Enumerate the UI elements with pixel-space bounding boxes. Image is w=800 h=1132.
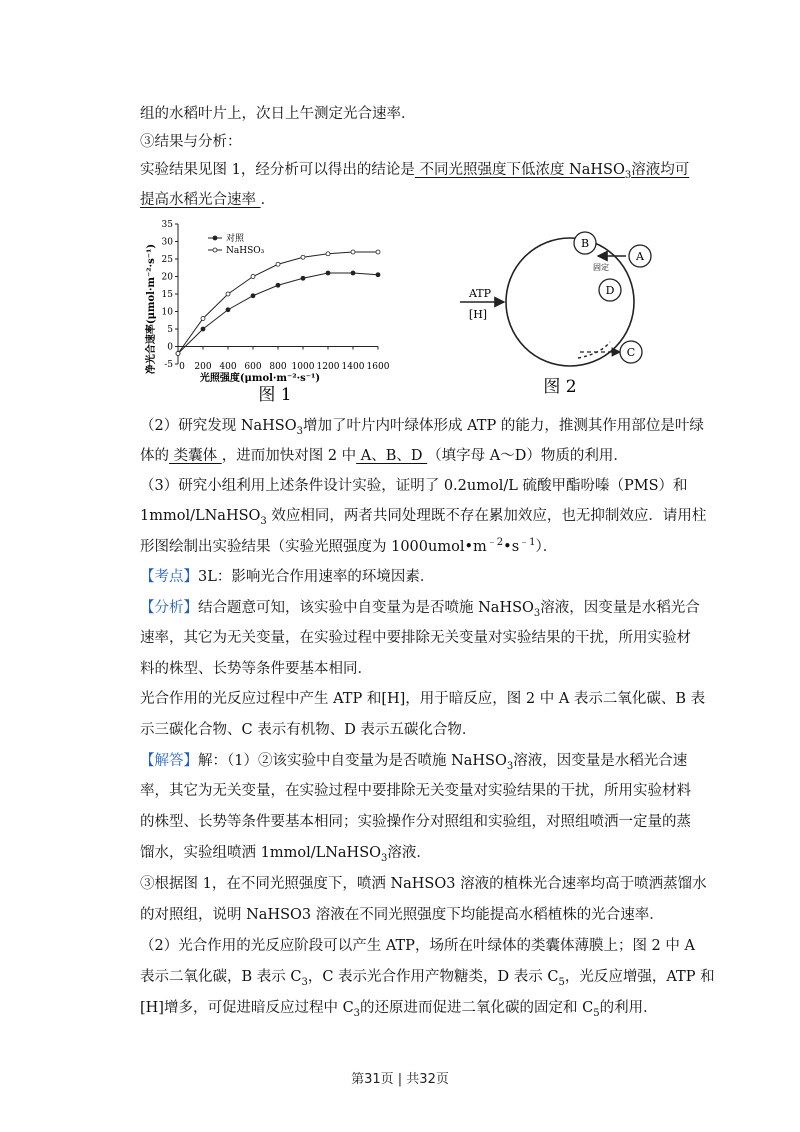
chart-point xyxy=(351,271,355,275)
chart-y-tick-label: 10 xyxy=(161,307,173,318)
chart-point xyxy=(226,292,230,296)
text-line-24: [H]增多，可促进暗反应过程中 $C_3$的还原进而促进二氧化碳的固定和 $C_5$的利用． xyxy=(140,1000,658,1019)
chart-x-tick-label: 600 xyxy=(244,362,262,372)
text-line-3: 实验结果见图 1，经分析可以得出的结论是 不同光照强度下低浓度 NaHSO$_3$溶液均可 xyxy=(140,162,690,181)
chart-x-tick-label: 800 xyxy=(269,362,287,372)
chart-y-tick-label: 0 xyxy=(167,342,173,353)
tag-fenxi: 【分析】 xyxy=(140,600,198,616)
cycle-circle xyxy=(506,238,634,366)
text-line-2: ③结果与分析： xyxy=(140,134,242,150)
chart-x-tick-label: 0 xyxy=(179,362,185,372)
chart-caption: 图 1 xyxy=(258,385,292,404)
chart-point xyxy=(226,308,230,312)
text-line-13: 料的株型、长势等条件要基本相同． xyxy=(140,661,372,677)
chart-y-tick-label: 25 xyxy=(161,255,173,265)
label-h: [H] xyxy=(468,308,488,321)
chart-series-line xyxy=(178,252,378,354)
text-line-15: 示三碳化合物、C 表示有机物、D 表示五碳化合物． xyxy=(140,722,477,738)
chart-x-tick-label: 200 xyxy=(194,362,212,372)
legend-label: NaHSO₃ xyxy=(226,246,265,256)
label-atp: ATP xyxy=(468,287,492,300)
svg-text:D: D xyxy=(605,284,615,297)
chart-y-tick-label: 5 xyxy=(167,325,173,335)
chart-y-tick-label: 35 xyxy=(161,220,173,230)
text-line-6: 体的 类囊体 ，进而加快对图 2 中 A、B、D （填字母 A～D）物质的利用． xyxy=(140,448,628,464)
chart-x-tick-label: 1400 xyxy=(341,362,365,372)
answer-abd: A、B、D xyxy=(356,448,428,464)
chart-point xyxy=(176,352,180,356)
text-line-19: 馏水，实验组喷洒 1mmol/LNaHSO$_3$溶液． xyxy=(140,845,431,864)
text-line-17: 率，其它为无关变量，在实验过程中要排除无关变量对实验结果的干扰，所用实验材料 xyxy=(140,783,691,799)
text-line-16: 【解答】解：（1）②该实验中自变量为是否喷施 NaHSO$_3$溶液，因变量是水稻光合速 xyxy=(140,753,688,772)
chart-x-tick-label: 1200 xyxy=(316,362,340,372)
answer-conclusion-cont: 提高水稻光合速率 xyxy=(140,192,261,208)
chart-xlabel: 光照强度(μmol·m⁻²·s⁻¹) xyxy=(199,373,321,384)
chart-y-tick-label: 15 xyxy=(161,290,173,300)
answer-thylakoid: 类囊体 xyxy=(169,448,222,464)
svg-text:A: A xyxy=(636,250,644,263)
chart-y-tick-label: 30 xyxy=(161,237,173,248)
text-line-18: 的株型、长势等条件要基本相同；实验操作分对照组和实验组，对照组喷洒一定量的蒸 xyxy=(140,814,691,830)
text-line-23: 表示二氧化碳，B 表示 $C_3$，C 表示光合作用产物糖类，D 表示 $C_5$，光反应增强，ATP 和 xyxy=(140,969,715,988)
chart-x-tick-label: 400 xyxy=(219,362,237,372)
fix-label: 固定 xyxy=(593,263,609,272)
tag-jieda: 【解答】 xyxy=(140,753,198,769)
text-line-4: 提高水稻光合速率 ． xyxy=(140,192,276,208)
chart-point xyxy=(301,255,305,259)
svg-text:C: C xyxy=(626,346,636,359)
chart-x-tick-label: 1000 xyxy=(291,362,315,372)
figure2-caption: 图 2 xyxy=(543,377,577,397)
text-line-22: （2）光合作用的光反应阶段可以产生 ATP，场所在叶绿体的类囊体薄膜上；图 2 中 A xyxy=(140,938,695,954)
chart-point xyxy=(301,276,305,280)
legend-marker xyxy=(213,248,217,252)
chart-x-tick-label: 1600 xyxy=(366,362,390,372)
text-line-21: 的对照组，说明 NaHSO3 溶液在不同光照强度下均能提高水稻植株的光合速率． xyxy=(140,907,664,923)
legend-label: 对照 xyxy=(226,234,245,244)
text-line-7: （3）研究小组利用上述条件设计实验，证明了 0.2umol/L 硫酸甲酯吩嗪（PMS）和 xyxy=(140,478,688,494)
text-line-10: 【考点】3L：影响光合作用速率的环境因素． xyxy=(140,569,435,585)
figure1-chart xyxy=(140,214,390,404)
chart-point xyxy=(376,250,380,254)
chart-point xyxy=(376,273,380,277)
chart-point xyxy=(276,262,280,266)
chart-point xyxy=(326,271,330,275)
legend-marker xyxy=(213,236,217,240)
chart-point xyxy=(201,327,205,331)
text-line-14: 光合作用的光反应过程中产生 ATP 和[H]，用于暗反应，图 2 中 A 表示二氧化碳、B 表 xyxy=(140,691,706,707)
text-line-1: 组的水稻叶片上，次日上午测定光合速率． xyxy=(140,106,416,122)
text-line-9: 形图绘制出实验结果（实验光照强度为 $1000umol•m^{﹣2}•s^{﹣1}$）． xyxy=(140,537,558,555)
text-line-20: ③根据图 1，在不同光照强度下，喷洒 NaHSO3 溶液的植株光合速率均高于喷洒蒸馏水 xyxy=(140,876,707,892)
text-line-12: 速率，其它为无关变量，在实验过程中要排除无关变量对实验结果的干扰，所用实验材 xyxy=(140,630,691,646)
chart-point xyxy=(326,252,330,256)
chart-point xyxy=(201,317,205,321)
tag-kaodian: 【考点】 xyxy=(140,569,198,585)
chart-point xyxy=(351,250,355,254)
svg-text:B: B xyxy=(580,237,590,250)
chart-ylabel: 净光合速率(μmol·m⁻²·s⁻¹) xyxy=(146,243,157,375)
chart-y-tick-label: -5 xyxy=(164,360,173,370)
chart-point xyxy=(251,294,255,298)
figure2-diagram xyxy=(450,222,670,402)
chart-y-tick-label: 20 xyxy=(161,272,173,283)
chart-point xyxy=(251,275,255,279)
text-line-5: （2）研究发现 NaHSO$_3$增加了叶片内叶绿体形成 ATP 的能力，推测其作用部位是叶绿 xyxy=(140,418,704,437)
text-line-11: 【分析】结合题意可知，该实验中自变量为是否喷施 NaHSO$_3$溶液，因变量是水稻光合 xyxy=(140,600,700,619)
page-footer: 第31页 | 共32页 xyxy=(351,1072,449,1087)
text-line-8: 1mmol/LNaHSO$_3$ 效应相同，两者共同处理既不存在累加效应，也无抑制效应．请用柱 xyxy=(140,508,707,527)
chart-point xyxy=(276,283,280,287)
answer-conclusion: 不同光照强度下低浓度 NaHSO$_3$溶液均可 xyxy=(414,162,690,181)
